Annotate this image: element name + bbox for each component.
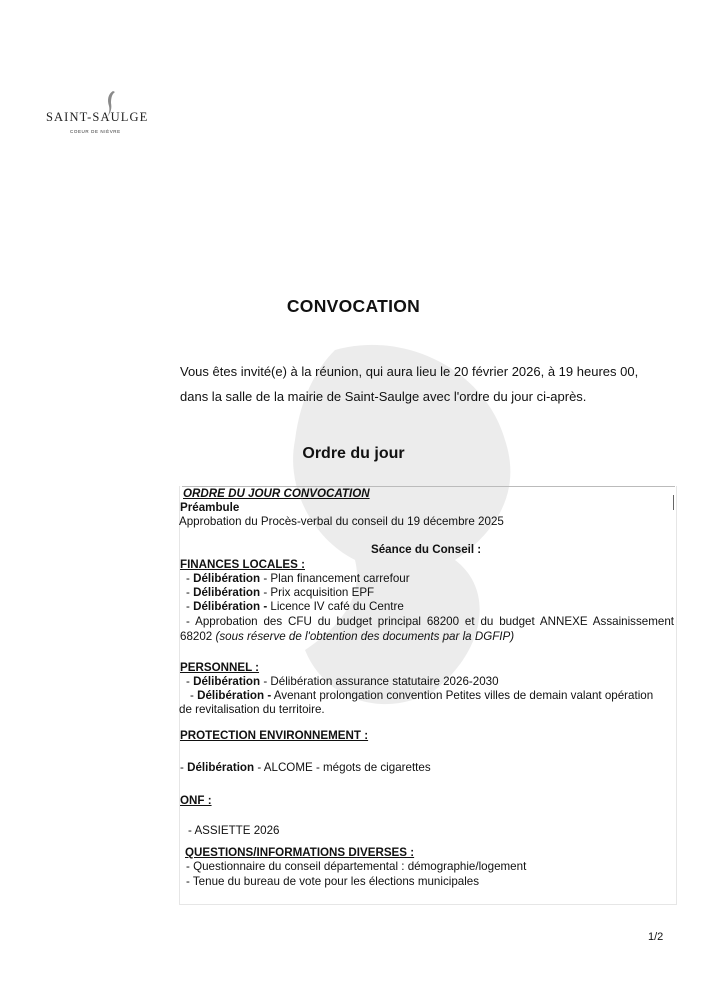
protection-item: - Délibération - ALCOME - mégots de cigarettes [180, 761, 431, 774]
finances-title: FINANCES LOCALES : [180, 558, 305, 571]
onf-item: - ASSIETTE 2026 [188, 824, 280, 837]
questions-title: QUESTIONS/INFORMATIONS DIVERSES : [185, 846, 415, 859]
logo-tagline: COEUR DE NIÈVRE [70, 129, 121, 134]
page-number: 1/2 [648, 931, 664, 943]
finances-cfu-line-2: 68202 (sous réserve de l'obtention des documents par la DGFIP) [180, 630, 515, 643]
questions-item-1: - Questionnaire du conseil départemental : démographie/logement [186, 860, 527, 873]
questions-item-2: - Tenue du bureau de vote pour les élections municipales [186, 875, 480, 888]
finances-item-2: - Délibération - Prix acquisition EPF [186, 586, 375, 599]
finances-item-3: - Délibération - Licence IV café du Centre [186, 600, 404, 613]
page-title: CONVOCATION [286, 296, 421, 316]
preambule-text: Approbation du Procès-verbal du conseil du 19 décembre 2025 [179, 515, 504, 528]
personnel-item-2-continued: de revitalisation du territoire. [179, 703, 325, 716]
preambule-title: Préambule [180, 501, 240, 514]
agenda-header: ORDRE DU JOUR CONVOCATION [183, 487, 370, 500]
personnel-title: PERSONNEL : [180, 661, 260, 674]
saint-saulge-logo [46, 90, 156, 140]
ordre-du-jour-title: Ordre du jour [302, 445, 405, 462]
finances-item-1: - Délibération - Plan financement carrefour [186, 572, 410, 585]
logo-name: SAINT-SAULGE [46, 110, 149, 124]
finances-cfu-line-1: - Approbation des CFU du budget principal 68200 et du budget ANNEXE Assainissement [186, 615, 674, 628]
protection-title: PROTECTION ENVIRONNEMENT : [180, 729, 369, 742]
onf-title: ONF : [180, 794, 212, 807]
agenda-frame-tick [673, 495, 674, 510]
seance-title: Séance du Conseil : [371, 543, 482, 556]
personnel-item-1: - Délibération - Délibération assurance statutaire 2026-2030 [186, 675, 499, 688]
intro-line-2: dans la salle de la mairie de Saint-Saulge avec l'ordre du jour ci-après. [180, 389, 587, 404]
intro-line-1: Vous êtes invité(e) à la réunion, qui aura lieu le 20 février 2026, à 19 heures 00, [180, 364, 639, 379]
personnel-item-2: - Délibération - Avenant prolongation convention Petites villes de demain valant opération [190, 689, 654, 702]
